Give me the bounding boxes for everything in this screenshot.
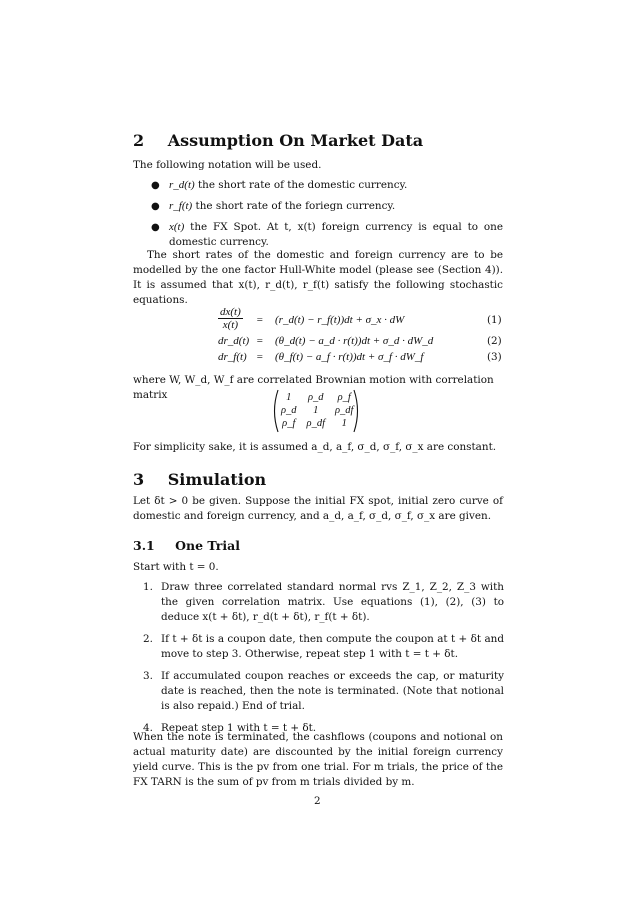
step-text: If t + δt is a coupon date, then compute the coupon at t + δt and move to step 3. Otherwise, repeat step 1 with t = t + δt. bbox=[161, 633, 504, 660]
section-3-intro: Let δt > 0 be given. Suppose the initial FX spot, initial zero curve of domestic and foreign currency, and a_d, a_f, σ_d, σ_f, σ_x are given. bbox=[133, 495, 503, 522]
bullet-icon: ● bbox=[151, 180, 160, 191]
equals-sign: = bbox=[256, 335, 264, 347]
matrix-cell: 1 bbox=[341, 418, 347, 429]
subsection-title: One Trial bbox=[175, 538, 240, 553]
steps-list bbox=[143, 580, 504, 736]
bullet-icon: ● bbox=[151, 222, 160, 233]
matrix-cell: ρ_df bbox=[335, 405, 354, 416]
equation-1-fraction bbox=[218, 306, 243, 331]
equals-sign: = bbox=[256, 314, 264, 326]
matrix-cell: 1 bbox=[286, 392, 292, 403]
equation-1-number: (1) bbox=[487, 314, 502, 326]
matrix-cell: ρ_f bbox=[282, 418, 296, 429]
start-text: Start with t = 0. bbox=[133, 561, 219, 573]
subsection-3-1-heading bbox=[133, 538, 240, 553]
bullet-list bbox=[151, 178, 503, 250]
step-text: If accumulated coupon reaches or exceeds the cap, or maturity date is reached, then the note is terminated. (Note that notional is also repaid.) End of trial. bbox=[161, 670, 504, 712]
matrix-table bbox=[276, 391, 358, 430]
equation-1-denominator: x(t) bbox=[222, 319, 239, 331]
equation-1 bbox=[218, 306, 243, 331]
hull-white-paragraph: The short rates of the domestic and foreign currency are to be modelled by the one factor Hull-White model (please see (Section 4)). It is assumed that x(t), r_d(t), r_f(t) satisfy the following stochastic equations. bbox=[133, 249, 503, 306]
step-number: 4. bbox=[143, 722, 153, 734]
bullet-math: x(t) bbox=[169, 221, 185, 233]
matrix-cell: ρ_d bbox=[281, 405, 297, 416]
equation-3-lhs: dr_f(t) bbox=[218, 351, 247, 363]
step-text: Repeat step 1 with t = t + δt. bbox=[161, 722, 317, 734]
equation-2-rhs: (θ_d(t) − a_d · r(t))dt + σ_d · dW_d bbox=[275, 335, 434, 347]
where-text: where W, W_d, W_f are correlated Brownian motion with correlation matrix bbox=[133, 374, 494, 401]
section-2-heading bbox=[133, 131, 423, 150]
equation-3-number: (3) bbox=[487, 351, 502, 363]
page-number: 2 bbox=[314, 795, 321, 807]
matrix-cell: ρ_d bbox=[308, 392, 324, 403]
equation-1-rhs: (r_d(t) − r_f(t))dt + σ_x · dW bbox=[275, 314, 405, 326]
section-2-title: Assumption On Market Data bbox=[167, 131, 424, 150]
step-text: Draw three correlated standard normal rvs Z_1, Z_2, Z_3 with the given correlation matrix. Use equations (1), (2), (3) to deduce x(t + δt), r_d(t + δt), r_f(t + δt). bbox=[161, 581, 504, 623]
bullet-math: r_d(t) bbox=[169, 179, 195, 191]
equation-2-lhs: dr_d(t) bbox=[218, 335, 250, 347]
section-2-intro: The following notation will be used. bbox=[133, 159, 322, 171]
section-3-number: 3 bbox=[133, 470, 145, 489]
step-item bbox=[143, 669, 504, 714]
bullet-text: the short rate of the domestic currency. bbox=[197, 179, 408, 191]
step-item bbox=[143, 580, 504, 625]
section-3-title: Simulation bbox=[167, 470, 267, 489]
correlation-matrix bbox=[270, 388, 362, 434]
step-item bbox=[143, 632, 504, 662]
bullet-item bbox=[151, 199, 503, 214]
step-number: 3. bbox=[143, 670, 153, 682]
step-number: 2. bbox=[143, 633, 153, 645]
equation-3-rhs: (θ_f(t) − a_f · r(t))dt + σ_f · dW_f bbox=[275, 351, 424, 363]
equation-1-numerator: dx(t) bbox=[220, 306, 241, 318]
step-number: 1. bbox=[143, 581, 153, 593]
section-3-heading bbox=[133, 470, 266, 489]
subsection-number: 3.1 bbox=[133, 538, 155, 553]
matrix-cell: 1 bbox=[313, 405, 319, 416]
bullet-math: r_f(t) bbox=[169, 200, 193, 212]
bullet-item bbox=[151, 178, 503, 193]
bullet-item bbox=[151, 220, 503, 250]
bullet-text: the short rate of the foriegn currency. bbox=[195, 200, 396, 212]
constants-text: For simplicity sake, it is assumed a_d, a_f, σ_d, σ_f, σ_x are constant. bbox=[133, 441, 497, 453]
bullet-text: the FX Spot. At t, x(t) foreign currency is equal to one domestic currency. bbox=[169, 221, 503, 248]
bullet-icon: ● bbox=[151, 201, 160, 212]
equation-2-number: (2) bbox=[487, 335, 502, 347]
closing-paragraph: When the note is terminated, the cashflows (coupons and notional on actual maturity date) are discounted by the initial foreign currency yield curve. This is the pv from one trial. For m trials, the price of the FX TARN is the sum of pv from m trials divided by m. bbox=[133, 731, 503, 788]
section-2-number: 2 bbox=[133, 131, 145, 150]
equals-sign: = bbox=[256, 351, 264, 363]
matrix-cell: ρ_df bbox=[306, 418, 326, 429]
matrix-cell: ρ_f bbox=[337, 392, 351, 403]
